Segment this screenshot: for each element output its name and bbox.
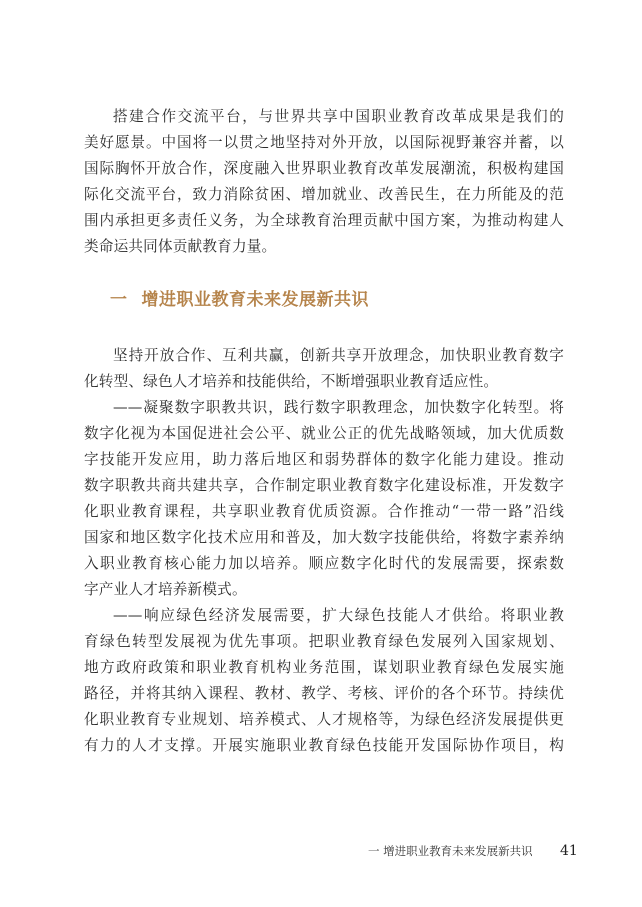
- text-line: 际化交流平台，致力消除贫困、增加就业、改善民生，在力所能及的范: [84, 186, 564, 203]
- text-line: 地方政府政策和职业教育机构业务范围，谋划职业教育绿色发展实施: [84, 659, 564, 676]
- text-line: 美好愿景。中国将一以贯之地坚持对外开放，以国际视野兼容并蓄，以: [84, 134, 564, 151]
- text-line: 字技能开发应用，助力落后地区和弱势群体的数字化能力建设。推动: [84, 451, 564, 468]
- text-line: 化职业教育课程，共享职业教育优质资源。合作推动“一带一路”沿线: [84, 503, 564, 520]
- text-line: ——凝聚数字职教共识，践行数字职教理念，加快数字化转型。将: [113, 399, 564, 416]
- text-line: 数字化视为本国促进社会公平、就业公正的优先战略领域，加大优质数: [84, 425, 564, 442]
- text-line: ——响应绿色经济发展需要，扩大绿色技能人才供给。将职业教: [113, 607, 564, 624]
- page-number: 41: [560, 843, 578, 859]
- text-line: 类命运共同体贡献教育力量。: [84, 238, 277, 255]
- text-line: 数字职教共商共建共享，合作制定职业教育数字化建设标准，开发数字: [84, 477, 564, 494]
- text-line: 化职业教育专业规划、培养模式、人才规格等，为绿色经济发展提供更: [84, 711, 564, 728]
- text-line: 国家和地区数字化技术应用和普及，加大数字技能供给，将数字素养纳: [84, 529, 564, 546]
- text-line: 搭建合作交流平台，与世界共享中国职业教育改革成果是我们的: [113, 108, 564, 125]
- text-line: 国际胸怀开放合作，深度融入世界职业教育改革发展潮流，积极构建国: [84, 160, 564, 177]
- text-line: 路径，并将其纳入课程、教材、教学、考核、评价的各个环节。持续优: [84, 685, 564, 702]
- text-line: 化转型、绿色人才培养和技能供给，不断增强职业教育适应性。: [84, 373, 499, 390]
- running-footer-title: 一 增进职业教育未来发展新共识: [368, 844, 533, 858]
- section-title: 增进职业教育未来发展新共识: [141, 290, 369, 310]
- text-line: 坚持开放合作、互利共赢，创新共享开放理念，加快职业教育数字: [113, 347, 564, 364]
- text-line: 育绿色转型发展视为优先事项。把职业教育绿色发展列入国家规划、: [84, 633, 564, 650]
- text-line: 围内承担更多责任义务，为全球教育治理贡献中国方案，为推动构建人: [84, 212, 564, 229]
- text-line: 入职业教育核心能力加以培养。顺应数字化时代的发展需要，探索数: [84, 555, 564, 572]
- text-line: 字产业人才培养新模式。: [84, 581, 247, 598]
- section-heading: [110, 289, 369, 311]
- section-number: 一: [110, 290, 128, 310]
- text-line: 有力的人才支撑。开展实施职业教育绿色技能开发国际协作项目，构: [84, 737, 564, 754]
